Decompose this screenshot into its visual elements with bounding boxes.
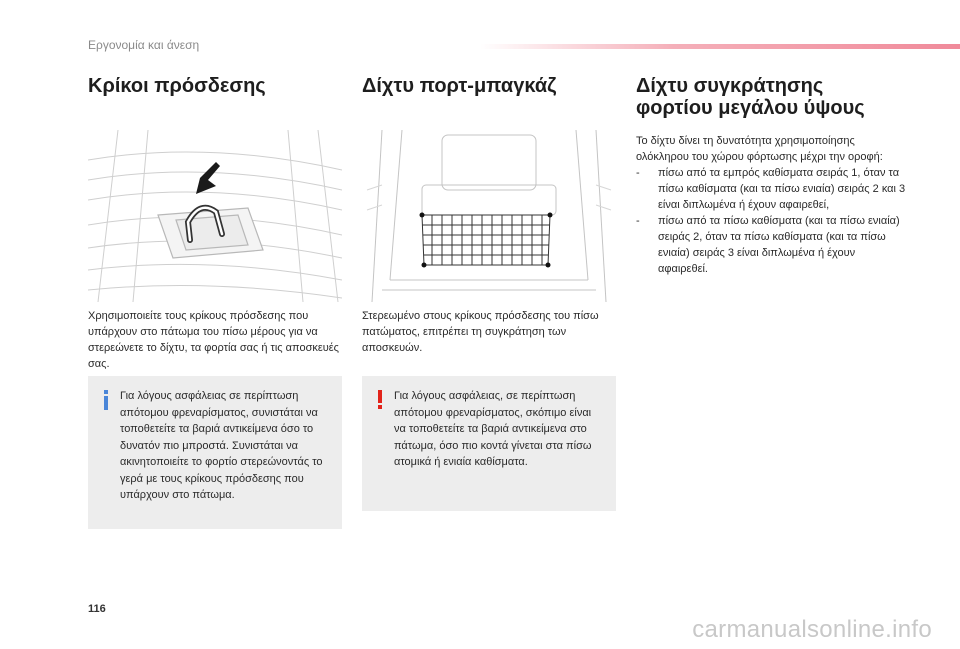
header-accent-bar xyxy=(480,44,960,49)
page-number: 116 xyxy=(88,603,106,615)
section-title: Εργονομία και άνεση xyxy=(88,38,200,52)
heading-high-load-net xyxy=(636,75,906,119)
heading-line-1: Δίχτυ συγκράτησης xyxy=(636,75,824,97)
info-icon xyxy=(101,390,111,416)
caption-tie-down-rings: Χρησιμοποιείτε τους κρίκους πρόσδεσης που υπάρχουν στο πάτωμα του πίσω μέρους για να στερεώνετε το δίχτυ, τα φορτία σας ή τις αποσκευές σας. xyxy=(88,310,339,370)
list-item xyxy=(636,165,906,213)
heading-line-2: φορτίου μεγάλου ύψους xyxy=(636,97,865,119)
column-luggage-net xyxy=(362,75,616,468)
bullet-dash: - xyxy=(636,215,640,227)
site-watermark: carmanualsonline.info xyxy=(692,616,932,643)
heading-luggage-net: Δίχτυ πορτ-μπαγκάζ xyxy=(362,75,557,97)
warning-note-box xyxy=(362,376,616,511)
luggage-net-illustration xyxy=(362,130,616,302)
list-item xyxy=(636,213,906,277)
column-tie-down-rings xyxy=(88,75,342,501)
warning-icon xyxy=(375,390,385,416)
caption-luggage-net: Στερεωμένο στους κρίκους πρόσδεσης του πίσω πατώματος, επιτρέπει τη συγκράτηση των αποσκευών. xyxy=(362,310,599,354)
info-note-text: Για λόγους ασφάλειας σε περίπτωση απότομου φρεναρίσματος, συνιστάται να τοποθετείτε τα βαριά αντικείμενα όσο το δυνατόν πιο μπροστά. Συνιστάται να ακινητοποιείτε το φορτίο στερεώνοντάς το γερά με τους κρίκους πρόσδεσης που υπάρχουν στο πάτωμα. xyxy=(120,390,323,501)
info-note-box xyxy=(88,376,342,529)
warning-note-text: Για λόγους ασφάλειας, σε περίπτωση απότομου φρεναρίσματος, σκόπιμο είναι να τοποθετείτε τα βαριά αντικείμενα στο πάτωμα, όσο πιο κοντά γίνεται στα πίσω ατομικά ή ενιαία καθίσματα. xyxy=(394,390,592,468)
tie-down-ring-illustration xyxy=(88,130,342,302)
heading-tie-down-rings: Κρίκοι πρόσδεσης xyxy=(88,75,266,97)
column-high-load-net xyxy=(636,75,906,277)
figure-luggage-net xyxy=(362,130,616,302)
bullet-dash: - xyxy=(636,167,640,179)
figure-tie-down-ring xyxy=(88,130,342,302)
intro-text: Το δίχτυ δίνει τη δυνατότητα χρησιμοποίησης ολόκληρου του χώρου φόρτωσης μέχρι την οροφή: xyxy=(636,135,883,163)
bullet-text: πίσω από τα εμπρός καθίσματα σειράς 1, όταν τα πίσω καθίσματα (και τα πίσω ενιαία) σειράς 2 και 3 είναι διπλωμένα ή έχουν αφαιρεθεί, xyxy=(658,167,906,211)
bullet-text: πίσω από τα πίσω καθίσματα (και τα πίσω ενιαία) σειράς 2, όταν τα πίσω καθίσματα (και τα πίσω ενιαία) σειράς 3 είναι διπλωμένα ή έχουν αφαιρεθεί. xyxy=(658,215,900,275)
